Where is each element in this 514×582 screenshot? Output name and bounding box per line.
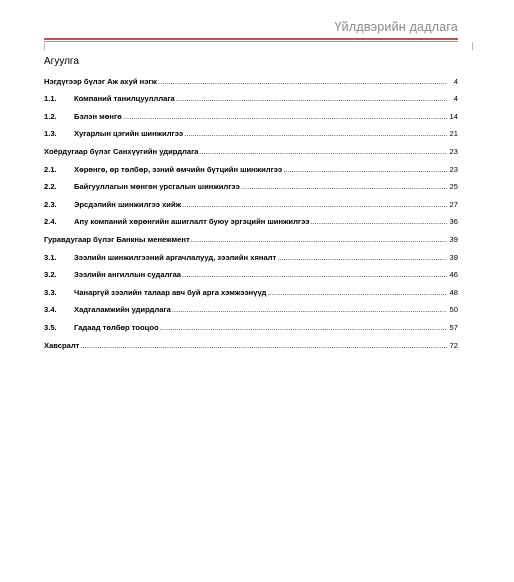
toc-chapter-entry[interactable]: [44, 138, 458, 156]
toc-dot-leader: [182, 200, 447, 209]
toc-entry-page-number: 46: [449, 270, 458, 280]
toc-heading: Агуулга: [44, 56, 79, 67]
toc-entry-page-number: 48: [449, 287, 458, 297]
toc-entry-page-number: 23: [449, 164, 458, 174]
toc-section-entry[interactable]: [44, 314, 458, 332]
toc-dot-leader: [241, 182, 447, 191]
toc-dot-leader: [199, 147, 447, 156]
toc-section-entry[interactable]: [44, 191, 458, 209]
toc-entry-label: Нэгдүгээр бүлэг Аж ахуй нэгж: [44, 76, 157, 86]
toc-entry-label: Байгууллагын мөнгөн урсгалын шинжилгээ: [74, 182, 240, 192]
toc-entry-label: Бэлэн мөнгө: [74, 111, 122, 121]
toc-section-entry[interactable]: [44, 156, 458, 174]
toc-section-entry[interactable]: [44, 244, 458, 262]
toc-dot-leader: [310, 217, 447, 226]
toc-entry-page-number: 4: [453, 76, 458, 86]
toc-entry-label: Компаний танилцуулллага: [74, 94, 175, 104]
toc-entry-page-number: 27: [449, 199, 458, 209]
toc-entry-label: Хавсралт: [44, 340, 80, 350]
toc-entry-number: 3.4.: [44, 305, 57, 315]
toc-entry-page-number: 36: [449, 217, 458, 227]
toc-entry-number: 3.3.: [44, 287, 57, 297]
toc-entry-number: 2.3.: [44, 199, 57, 209]
toc-entry-page-number: 72: [449, 340, 458, 350]
toc-entry-number: 3.1.: [44, 252, 57, 262]
toc-entry-number: 3.5.: [44, 322, 57, 332]
toc-entry-page-number: 14: [449, 111, 458, 121]
toc-entry-number: 2.4.: [44, 217, 57, 227]
toc-section-entry[interactable]: [44, 279, 458, 297]
margin-corner-mark-left: [44, 42, 45, 50]
toc-dot-leader: [182, 270, 447, 279]
toc-entry-label: Зээлийн ангиллын судалгаа: [74, 270, 182, 280]
toc-chapter-entry[interactable]: [44, 332, 458, 350]
header-rule: [44, 41, 458, 42]
toc-dot-leader: [160, 323, 447, 332]
toc-section-entry[interactable]: [44, 262, 458, 280]
toc-entry-label: Чанаргүй зээлийн талаар авч буй арга хэмжээнүүд: [74, 287, 267, 297]
toc-dot-leader: [158, 77, 447, 86]
table-of-contents: [44, 68, 458, 350]
toc-section-entry[interactable]: [44, 103, 458, 121]
toc-entry-page-number: 4: [453, 94, 458, 104]
toc-dot-leader: [191, 235, 447, 244]
header-rule-accent: [44, 38, 458, 40]
toc-dot-leader: [277, 253, 447, 262]
toc-section-entry[interactable]: [44, 209, 458, 227]
toc-entry-page-number: 23: [449, 146, 458, 156]
toc-dot-leader: [123, 112, 447, 121]
toc-section-entry[interactable]: [44, 174, 458, 192]
toc-section-entry[interactable]: [44, 297, 458, 315]
toc-entry-label: Эрсдэлийн шинжилгээ хийж: [74, 199, 182, 209]
toc-dot-leader: [172, 305, 447, 314]
page-header-title: Үйлдвэрийн дадлага: [334, 20, 458, 34]
toc-dot-leader: [80, 341, 447, 350]
toc-entry-number: 1.1.: [44, 94, 57, 104]
toc-entry-label: Хугарлын цэгийн шинжилгээ: [74, 129, 184, 139]
toc-dot-leader: [176, 94, 447, 103]
toc-entry-number: 2.2.: [44, 182, 57, 192]
toc-section-entry[interactable]: [44, 121, 458, 139]
toc-entry-label: Гуравдугаар бүлэг Банкны менежмент: [44, 234, 190, 244]
toc-entry-number: 2.1.: [44, 164, 57, 174]
toc-entry-page-number: 21: [449, 129, 458, 139]
toc-chapter-entry[interactable]: [44, 226, 458, 244]
toc-entry-page-number: 57: [449, 322, 458, 332]
toc-entry-label: Хөрөнгө, өр төлбөр, эзний өмчийн бүтцийн шинжилгээ: [74, 164, 283, 174]
toc-entry-label: Апу компаний хөрөнгийн ашиглалт буюу эргэцийн шинжилгээ: [74, 217, 310, 227]
toc-entry-label: Хоёрдугаар бүлэг Санхүүгийн удирдлага: [44, 146, 199, 156]
toc-entry-label: Гадаад төлбөр тооцоо: [74, 322, 159, 332]
toc-chapter-entry[interactable]: [44, 68, 458, 86]
toc-entry-page-number: 39: [449, 252, 458, 262]
toc-dot-leader: [283, 165, 447, 174]
toc-entry-number: 1.2.: [44, 111, 57, 121]
toc-entry-label: Хадгаламжийн удирдлага: [74, 305, 171, 315]
toc-entry-label: Зээлийн шинжилгээний аргачлалууд, зээлийн хяналт: [74, 252, 277, 262]
toc-section-entry[interactable]: [44, 86, 458, 104]
toc-entry-page-number: 25: [449, 182, 458, 192]
toc-entry-number: 1.3.: [44, 129, 57, 139]
toc-entry-page-number: 39: [449, 234, 458, 244]
toc-entry-page-number: 50: [449, 305, 458, 315]
toc-entry-number: 3.2.: [44, 270, 57, 280]
toc-dot-leader: [184, 129, 447, 138]
toc-dot-leader: [268, 288, 448, 297]
margin-corner-mark-right: [472, 42, 473, 50]
